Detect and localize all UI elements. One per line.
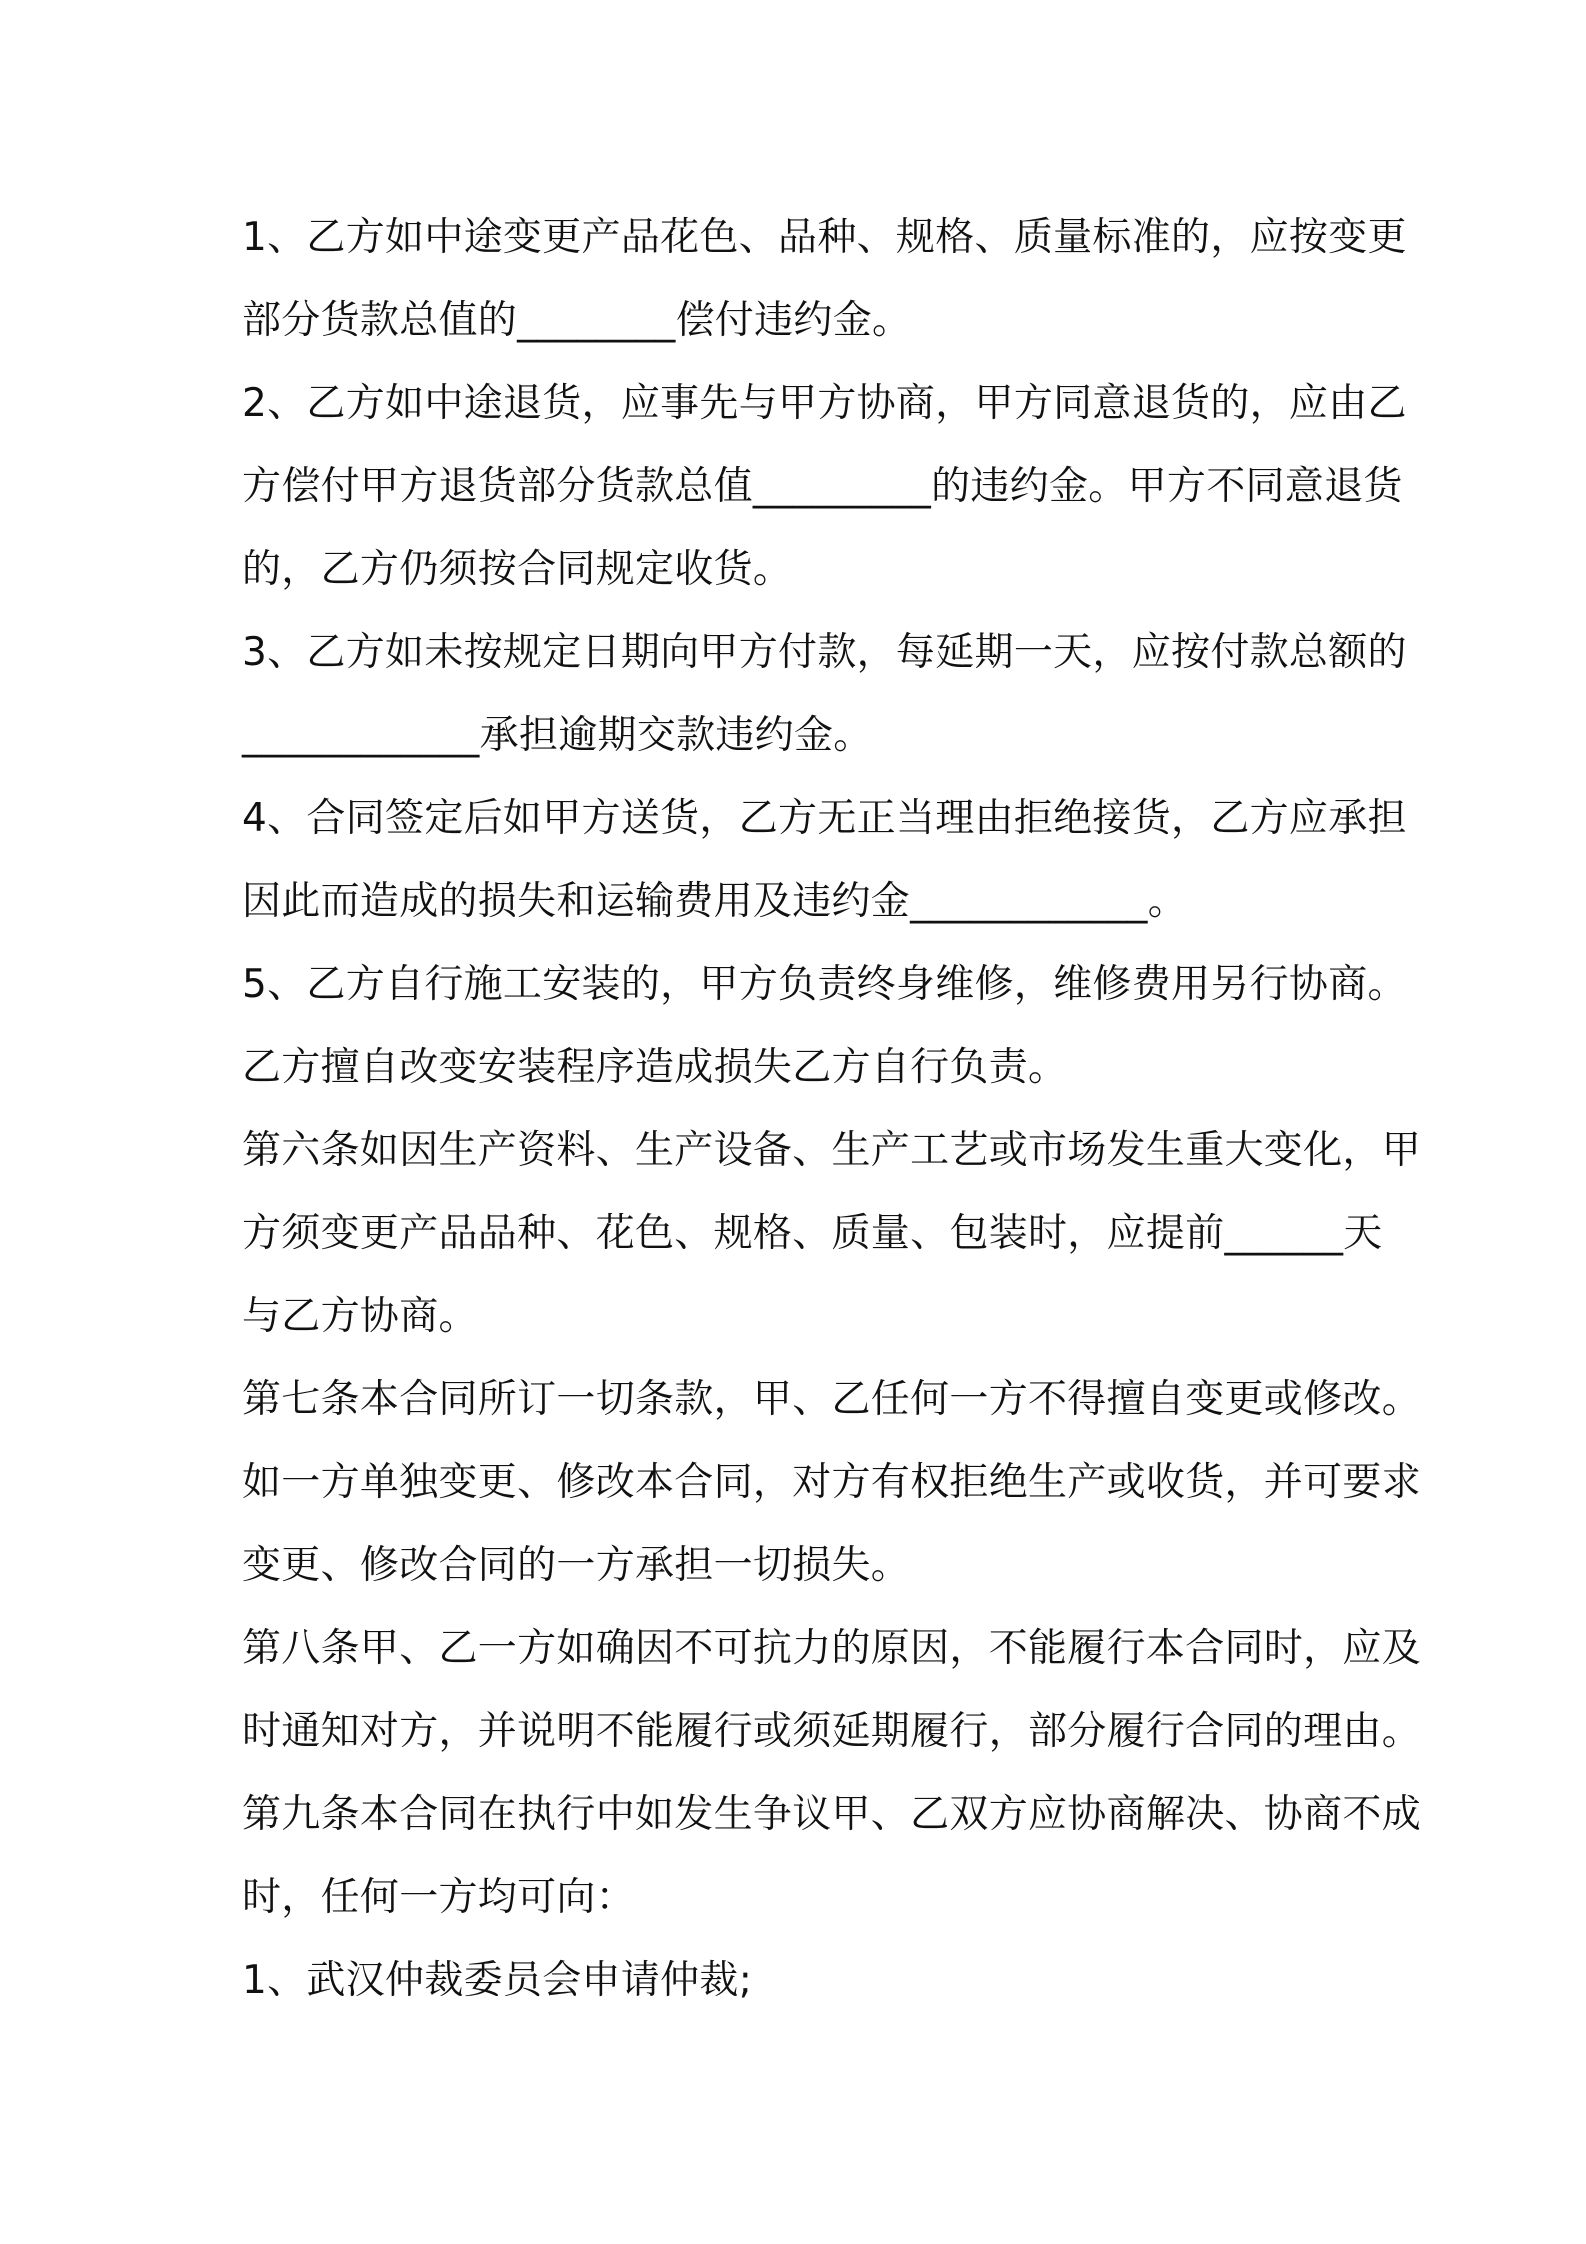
text-line-18: 第八条甲、乙一方如确因不可抗力的原因，不能履行本合同时，应及 bbox=[242, 1626, 1422, 1671]
text-line-17: 变更、修改合同的一方承担一切损失。 bbox=[242, 1543, 911, 1588]
text-line-11: 乙方擅自改变安装程序造成损失乙方自行负责。 bbox=[242, 1045, 1068, 1090]
text-line-6: 3、乙方如未按规定日期向甲方付款，每延期一天，应按付款总额的 bbox=[242, 630, 1407, 675]
text-line-21: 时，任何一方均可向： bbox=[242, 1875, 636, 1920]
text-line-20: 第九条本合同在执行中如发生争议甲、乙双方应协商解决、协商不成 bbox=[242, 1792, 1422, 1837]
text-line-15: 第七条本合同所订一切条款，甲、乙任何一方不得擅自变更或修改。 bbox=[242, 1377, 1422, 1422]
text-line-1: 1、乙方如中途变更产品花色、品种、规格、质量标准的，应按变更 bbox=[242, 215, 1407, 260]
text-line-8: 4、合同签定后如甲方送货，乙方无正当理由拒绝接货，乙方应承担 bbox=[242, 796, 1407, 841]
text-line-10: 5、乙方自行施工安装的，甲方负责终身维修，维修费用另行协商。 bbox=[242, 962, 1407, 1007]
text-line-3: 2、乙方如中途退货，应事先与甲方协商，甲方同意退货的，应由乙 bbox=[242, 381, 1407, 426]
text-line-13: 方须变更产品品种、花色、规格、质量、包装时，应提前______天 bbox=[242, 1211, 1383, 1256]
text-line-2: 部分货款总值的________偿付违约金。 bbox=[242, 298, 912, 343]
text-line-4: 方偿付甲方退货部分货款总值_________的违约金。甲方不同意退货 bbox=[242, 464, 1403, 509]
contract-paragraph bbox=[242, 196, 1422, 2022]
text-line-7: ____________承担逾期交款违约金。 bbox=[242, 713, 873, 758]
contract-text-body bbox=[242, 196, 1422, 2022]
text-line-14: 与乙方协商。 bbox=[242, 1294, 478, 1339]
text-line-19: 时通知对方，并说明不能履行或须延期履行，部分履行合同的理由。 bbox=[242, 1709, 1422, 1754]
text-line-22: 1、武汉仲裁委员会申请仲裁; bbox=[242, 1958, 753, 2003]
text-line-16: 如一方单独变更、修改本合同，对方有权拒绝生产或收货，并可要求 bbox=[242, 1460, 1422, 1505]
text-line-12: 第六条如因生产资料、生产设备、生产工艺或市场发生重大变化，甲 bbox=[242, 1128, 1422, 1173]
text-line-9: 因此而造成的损失和运输费用及违约金____________。 bbox=[242, 879, 1188, 924]
text-line-5: 的，乙方仍须按合同规定收货。 bbox=[242, 547, 793, 592]
